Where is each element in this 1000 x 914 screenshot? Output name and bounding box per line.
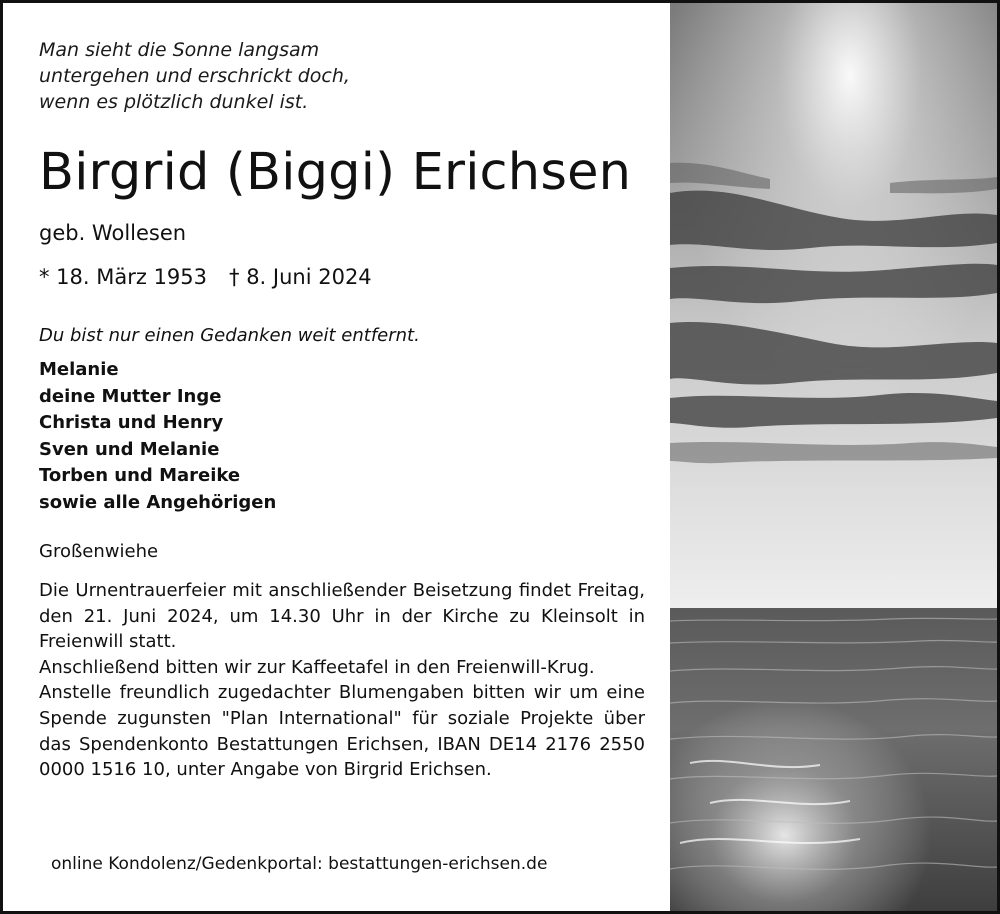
donation-paragraph: Anstelle freundlich zugedachter Blumengaben bitten wir um eine Spende zugunsten "Plan International" für soziale Projekte über das Spendenkonto Bestattungen Erichsen, IBAN DE14 2176 2550 0000 1516 10, unter Angabe von Birgrid Erichsen. bbox=[39, 682, 645, 781]
reception-paragraph: Anschließend bitten wir zur Kaffeetafel in den Freienwill-Krug. bbox=[39, 656, 595, 678]
service-details bbox=[39, 578, 645, 783]
mourner: Christa und Henry bbox=[39, 412, 224, 433]
mourners-list bbox=[39, 357, 276, 516]
tagline: Du bist nur einen Gedanken weit entfernt. bbox=[39, 325, 420, 346]
mourner: Torben und Mareike bbox=[39, 465, 241, 486]
birth-date: * 18. März 1953 bbox=[39, 265, 208, 289]
mourner: deine Mutter Inge bbox=[39, 385, 222, 407]
mourner: Melanie bbox=[39, 359, 119, 380]
quote-line: wenn es plötzlich dunkel ist. bbox=[39, 91, 309, 113]
death-date: † 8. Juni 2024 bbox=[229, 265, 372, 289]
maiden-name: geb. Wollesen bbox=[39, 221, 187, 245]
life-dates bbox=[39, 263, 372, 291]
online-condolence-link[interactable]: online Kondolenz/Gedenkportal: bestattungen-erichsen.de bbox=[51, 854, 548, 874]
mourner: sowie alle Angehörigen bbox=[39, 491, 277, 513]
service-paragraph: Die Urnentrauerfeier mit anschließender Beisetzung findet Freitag, den 21. Juni 2024, um 14.30 Uhr in der Kirche zu Kleinsolt in Freienwill statt. bbox=[39, 580, 645, 653]
quote-line: untergehen und erschrickt doch, bbox=[39, 65, 350, 87]
place: Großenwiehe bbox=[39, 541, 159, 562]
quote-line: Man sieht die Sonne langsam bbox=[39, 39, 320, 61]
opening-quote bbox=[39, 37, 350, 115]
mourner: Sven und Melanie bbox=[39, 438, 220, 460]
sunset-sea-photo bbox=[670, 3, 997, 911]
text-column bbox=[39, 3, 645, 911]
deceased-name: Birgrid (Biggi) Erichsen bbox=[39, 143, 632, 202]
